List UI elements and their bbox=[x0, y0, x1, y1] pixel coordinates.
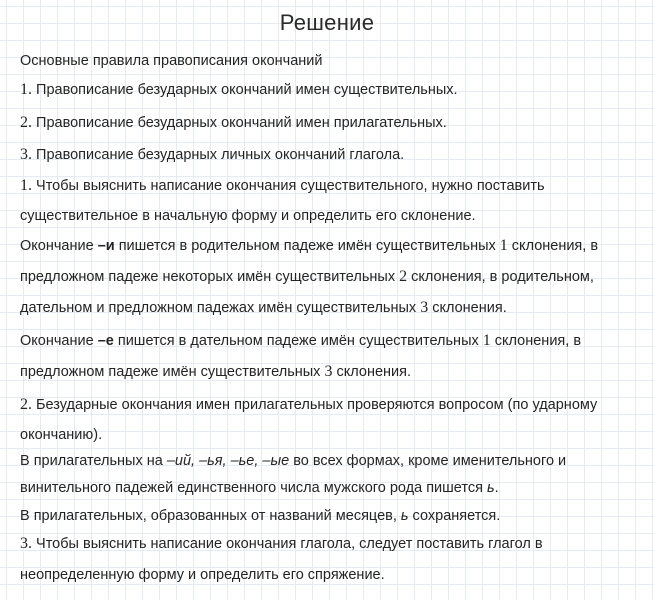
item-number: 3. bbox=[20, 146, 32, 163]
item-number: 2. bbox=[20, 114, 32, 131]
paragraph-1-line-1 bbox=[20, 177, 545, 195]
ending-e-line-1 bbox=[20, 332, 581, 350]
text: окончанию). bbox=[20, 427, 103, 443]
text: предложном падеже некоторых имён существительных bbox=[20, 269, 400, 285]
text: сохраняется. bbox=[408, 508, 501, 524]
declension-number: 2 bbox=[399, 268, 408, 285]
soft-sign: ь bbox=[400, 508, 409, 524]
item-number: 1. bbox=[20, 177, 32, 194]
text: Чтобы выяснить написание окончания глагола, следует поставить глагол в bbox=[32, 536, 543, 552]
ending-i-line-1 bbox=[20, 237, 598, 255]
paragraph-1-line-2 bbox=[20, 207, 476, 225]
paragraph-2-line-1 bbox=[20, 396, 597, 414]
paragraph-2-line-2 bbox=[20, 426, 102, 444]
ending-list: –ий, –ья, –ье, –ые bbox=[166, 453, 290, 469]
text: Правописание безударных личных окончаний глагола. bbox=[32, 147, 405, 163]
text: Правописание безударных окончаний имен существительных. bbox=[32, 82, 458, 98]
declension-number: 1 bbox=[499, 237, 508, 254]
adjective-rule-line-2 bbox=[20, 479, 499, 497]
text: В прилагательных на bbox=[20, 453, 167, 469]
ending-mark: –и bbox=[97, 238, 115, 254]
paragraph-3-line-1 bbox=[20, 535, 543, 553]
paragraph-3-line-2 bbox=[20, 566, 385, 584]
text: склонения, в родительном, bbox=[407, 269, 594, 285]
text: Безударные окончания имен прилагательных проверяются вопросом (по ударному bbox=[32, 397, 598, 413]
ending-e-line-2 bbox=[20, 363, 411, 381]
declension-number: 3 bbox=[420, 299, 429, 316]
rule-item-1 bbox=[20, 81, 458, 99]
declension-number: 1 bbox=[482, 332, 491, 349]
rule-item-3 bbox=[20, 146, 404, 164]
rule-item-2 bbox=[20, 114, 447, 132]
text: склонения. bbox=[428, 300, 507, 316]
declension-number: 3 bbox=[324, 363, 333, 380]
text: Правописание безударных окончаний имен прилагательных. bbox=[32, 115, 447, 131]
text: неопределенную форму и определить его спряжение. bbox=[20, 567, 385, 583]
text: предложном падеже имён существительных bbox=[20, 364, 325, 380]
text: В прилагательных, образованных от названий месяцев, bbox=[20, 508, 401, 524]
rules-heading bbox=[20, 52, 322, 70]
adjective-rule-line-1 bbox=[20, 452, 566, 470]
text: склонения, в bbox=[490, 333, 582, 349]
page-title: Решение bbox=[279, 10, 375, 35]
text: Окончание bbox=[20, 333, 98, 349]
text: Окончание bbox=[20, 238, 98, 254]
text: Чтобы выяснить написание окончания существительного, нужно поставить bbox=[32, 178, 545, 194]
text: дательном и предложном падежах имён существительных bbox=[20, 300, 421, 316]
text: пишется в дательном падеже имён существительных bbox=[113, 333, 483, 349]
ending-i-line-3 bbox=[20, 299, 507, 317]
text: . bbox=[494, 480, 499, 496]
text: склонения, в bbox=[507, 238, 599, 254]
item-number: 1. bbox=[20, 81, 32, 98]
text: Основные правила правописания окончаний bbox=[20, 53, 323, 69]
item-number: 3. bbox=[20, 535, 32, 552]
text: склонения. bbox=[332, 364, 412, 380]
text: существительное в начальную форму и определить его склонение. bbox=[20, 208, 476, 224]
item-number: 2. bbox=[20, 396, 32, 413]
text: во всех формах, кроме именительного и bbox=[289, 453, 567, 469]
ending-mark: –е bbox=[97, 333, 114, 349]
text: пишется в родительном падеже имён существительных bbox=[114, 238, 500, 254]
ending-i-line-2 bbox=[20, 268, 594, 286]
soft-sign: ь bbox=[486, 480, 495, 496]
months-rule-line bbox=[20, 507, 500, 525]
text: винительного падежей единственного числа мужского рода пишется bbox=[20, 480, 487, 496]
